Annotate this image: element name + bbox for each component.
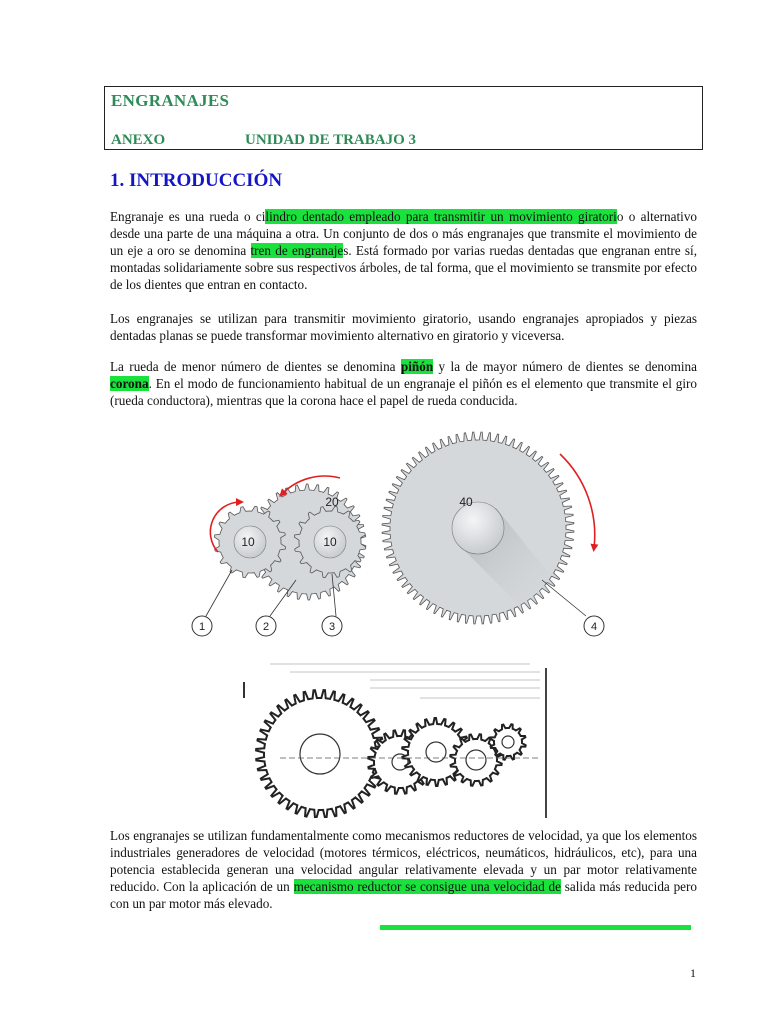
callout-leader [542,580,586,616]
gear-hub [452,502,504,554]
scan-gear-hub [502,736,514,748]
gear-tooth-count: 40 [459,495,473,509]
gear-tooth-count: 20 [325,495,339,509]
gear-train-figure [180,430,620,645]
annex-label: ANEXO [111,132,166,148]
scan-gear-hub [300,734,340,774]
text-run: Engranaje es una rueda o ci [110,209,266,224]
scan-gear-hub [426,742,446,762]
paragraph-definition [110,208,697,293]
text-run: s. Está formado por varias ruedas dentadas que engranan entre sí, montadas solidariamente sobre sus respectivos árboles, de tal forma, que el movimiento se transmite por efecto de los dientes que entran en contacto. [110,243,697,292]
document-title: ENGRANAJES [111,91,230,110]
highlighted-text: corona [110,376,149,391]
text-run: salida más reducida pero con un par motor más elevado. [110,879,697,911]
text-run: y la de mayor número de dientes se denomina [433,359,697,374]
text-run: Los engranajes se utilizan fundamentalmente como mecanismos reductores de velocidad, ya que los elementos industriales generadores de velocidad (motores térmicos, eléctricos, neumáticos, hidráulicos, etc), para una potencia establecida generan una velocidad angular relativamente elevada y un par motor relativamente reducido. Con la aplicación de un [110,828,697,894]
scan-gear-hub [466,750,486,770]
gears-group [214,432,574,624]
gear-mechanism-drawing [240,658,552,818]
paragraph-pinion-crown [110,358,697,409]
paragraph-uses: Los engranajes se utilizan para transmitir movimiento giratorio, usando engranajes apropiados y piezas dentadas planas se puede transformar movimiento alternativo en giratorio y viceversa. [110,311,697,343]
highlight-bar [380,925,691,930]
highlighted-text: piñón [400,359,434,374]
highlighted-text: lindro dentado empleado para transmitir un movimiento giratori [265,209,617,224]
paragraph-reducers [110,827,697,912]
callout-leader [206,570,232,616]
header-box [104,86,703,150]
section-title: 1. INTRODUCCIÓN [110,170,283,191]
gear-tooth-count: 10 [323,535,337,549]
callout-number: 4 [590,621,598,633]
page-number: 1 [690,966,696,980]
gear-tooth-count: 10 [241,535,255,549]
text-run: . En el modo de funcionamiento habitual de un engranaje el piñón es el elemento que transmite el giro (rueda conductora), mientras que la corona hace el papel de rueda conducida. [110,376,697,408]
text-run: o o alternativo desde una parte de una máquina a otra. Un conjunto de dos o más engranajes que transmite el movimiento de un eje a oro se denomina [110,209,698,258]
highlighted-text: tren de engranaje [250,243,344,258]
callout-number: 1 [198,621,206,633]
callout-number: 2 [262,621,270,633]
callout-number: 3 [328,621,336,633]
text-run: La rueda de menor número de dientes se denomina [110,359,401,374]
highlighted-text: mecanismo reductor se consigue una velocidad de [293,879,561,894]
unit-label: UNIDAD DE TRABAJO 3 [245,132,416,148]
